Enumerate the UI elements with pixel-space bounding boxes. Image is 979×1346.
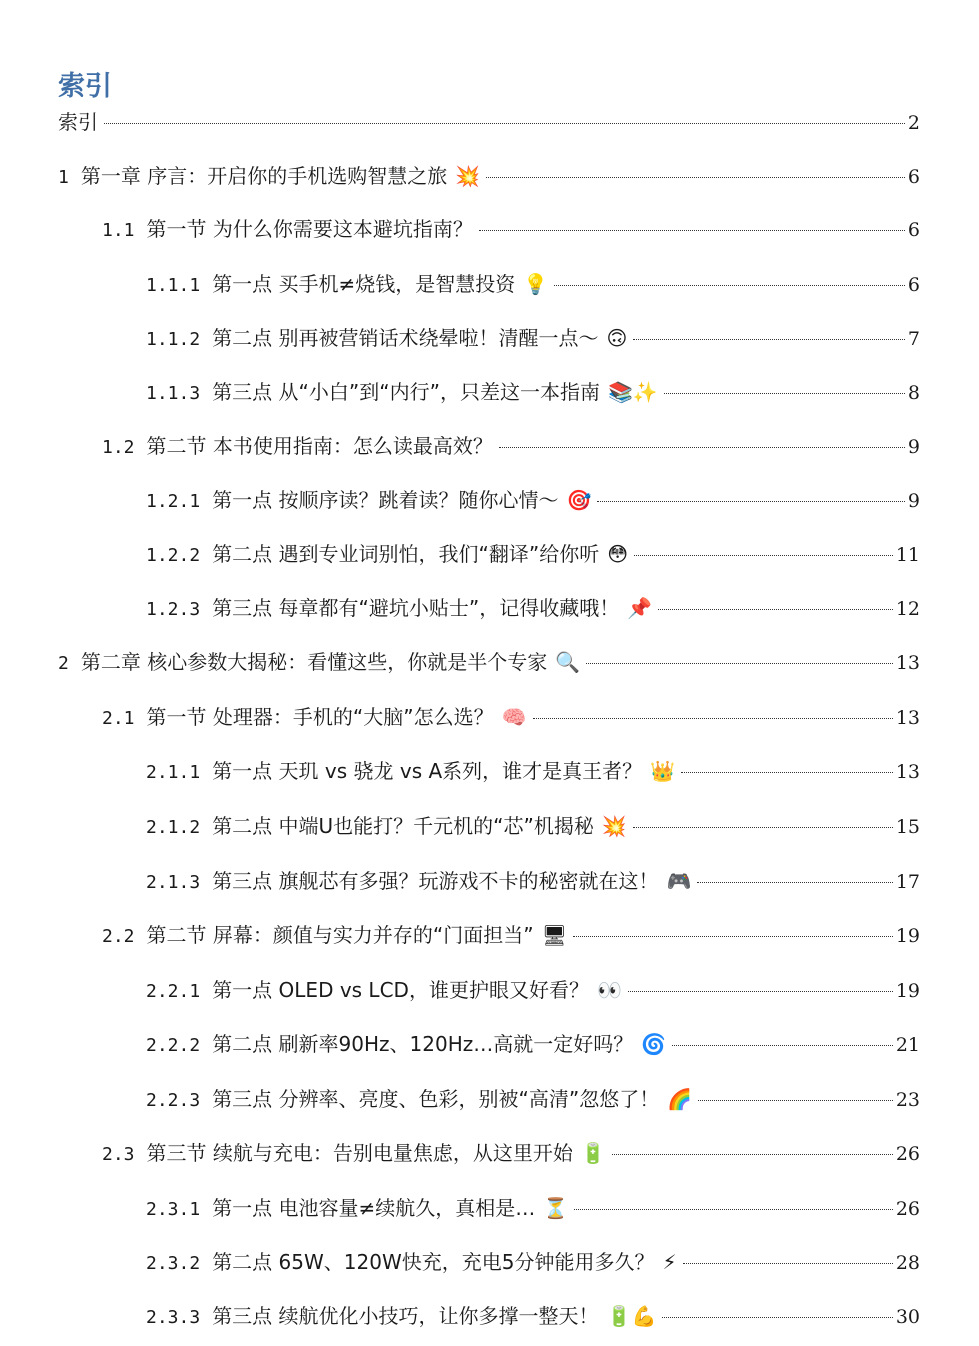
toc-entry-label: 第三点 续航优化小技巧，让你多撑一整天！	[212, 1304, 599, 1328]
dot-leader	[104, 123, 905, 124]
emoji-icon: 🎮	[666, 869, 692, 893]
toc-entry-page: 26	[895, 1143, 920, 1165]
page-title: 索引	[58, 71, 112, 102]
toc-entry-number: 2.3.3	[146, 1307, 201, 1328]
toc-entry-page: 15	[895, 816, 920, 838]
emoji-icon: 🧠	[501, 705, 527, 729]
emoji-icon: 🖥	[541, 923, 567, 947]
emoji-icon: 📚✨	[608, 380, 658, 404]
emoji-icon: 👑	[650, 759, 676, 783]
toc-entry[interactable]	[146, 378, 920, 408]
toc-entry-number: 1.1.1	[146, 275, 201, 296]
toc-entry-page: 17	[895, 871, 920, 893]
toc-entry[interactable]	[146, 540, 920, 570]
dot-leader	[633, 827, 893, 828]
toc-entry-number: 1.1	[102, 220, 135, 241]
toc-entry-page: 11	[895, 544, 920, 566]
toc-entry-label: 第二点 中端U也能打？千元机的“芯”机揭秘	[212, 814, 594, 838]
toc-entry-label: 索引	[58, 110, 98, 134]
toc-entry-number: 2.2.3	[146, 1090, 201, 1111]
toc-entry-number: 2.2.1	[146, 981, 201, 1002]
toc-entry-label: 第二点 65W、120W快充，充电5分钟能用多久？	[212, 1250, 655, 1274]
dot-leader	[672, 1045, 893, 1046]
toc-entry-page: 26	[895, 1198, 920, 1220]
dot-leader	[681, 772, 893, 773]
toc-entry[interactable]	[146, 1302, 920, 1332]
emoji-icon: 🌈	[667, 1087, 693, 1111]
toc-entry-label: 第二点 别再被营销话术绕晕啦！清醒一点～	[212, 326, 599, 350]
toc-entry-label: 第一章 序言：开启你的手机选购智慧之旅	[80, 164, 448, 188]
toc-entry-label: 第一节 为什么你需要这本避坑指南？	[146, 217, 473, 241]
toc-entry[interactable]	[146, 1030, 920, 1060]
dot-leader	[658, 609, 893, 610]
toc-entry-number: 2.1	[102, 708, 135, 729]
toc-entry-label: 第三点 每章都有“避坑小贴士”，记得收藏哦！	[212, 596, 620, 620]
toc-entry-number: 2.3.2	[146, 1253, 201, 1274]
emoji-icon: 📌	[627, 596, 653, 620]
toc-entry-number: 2.2.2	[146, 1035, 201, 1056]
toc-entry[interactable]	[146, 1085, 920, 1115]
dot-leader	[574, 1209, 893, 1210]
toc-entry[interactable]	[102, 921, 920, 951]
toc-entry-page: 6	[907, 219, 920, 241]
toc-entry-number: 2.3	[102, 1144, 135, 1165]
toc-entry-label: 第二章 核心参数大揭秘：看懂这些，你就是半个专家	[80, 650, 548, 674]
toc-entry-label: 第二节 屏幕：颜值与实力并存的“门面担当”	[146, 923, 534, 947]
toc-entry-label: 第一点 买手机≠烧钱，是智慧投资	[212, 272, 516, 296]
toc-entry-number: 2.1.2	[146, 817, 201, 838]
toc-entry-number: 2.3.1	[146, 1199, 201, 1220]
toc-entry-number: 1.1.2	[146, 329, 201, 350]
dot-leader	[597, 501, 904, 502]
toc-entry-label: 第一点 按顺序读？跳着读？随你心情～	[212, 488, 559, 512]
dot-leader	[586, 663, 893, 664]
toc-entry-number: 2.1.3	[146, 872, 201, 893]
toc-entry-page: 2	[907, 112, 920, 134]
emoji-icon: 🔋💪	[606, 1304, 657, 1328]
toc-entry[interactable]	[146, 486, 920, 516]
toc-entry-page: 28	[895, 1252, 920, 1274]
toc-entry-page: 13	[895, 761, 920, 783]
dot-leader	[664, 393, 905, 394]
toc-entry-page: 6	[907, 274, 920, 296]
toc-entry-number: 1.2.2	[146, 545, 201, 566]
dot-leader	[698, 1100, 893, 1101]
toc-entry-page: 21	[895, 1034, 920, 1056]
toc-entry-label: 第三点 分辨率、亮度、色彩，别被“高清”忽悠了！	[212, 1087, 660, 1111]
toc-entry[interactable]	[146, 812, 920, 842]
toc-entry-label: 第一点 天玑 vs 骁龙 vs A系列，谁才是真王者？	[212, 759, 643, 783]
toc-entry-number: 1.2.3	[146, 599, 201, 620]
toc-entry-number: 1.2	[102, 437, 135, 458]
toc-entry-page: 13	[895, 652, 920, 674]
toc-entry[interactable]	[146, 976, 920, 1006]
toc-entry-label: 第一节 处理器：手机的“大脑”怎么选？	[146, 705, 494, 729]
emoji-icon: 💥	[601, 814, 627, 838]
dot-leader	[634, 555, 893, 556]
dot-leader	[697, 882, 892, 883]
toc-entry-page: 8	[907, 382, 920, 404]
toc-entry-number: 1	[58, 167, 69, 188]
toc-entry[interactable]	[146, 270, 920, 300]
toc-entry-page: 7	[907, 328, 920, 350]
emoji-icon: 👀	[596, 978, 622, 1002]
emoji-icon: 🎯	[566, 488, 592, 512]
toc-entry-label: 第三点 从“小白”到“内行”，只差这一本指南	[212, 380, 600, 404]
toc-entry-page: 9	[907, 436, 920, 458]
toc-entry-label: 第三点 旗舰芯有多强？玩游戏不卡的秘密就在这！	[212, 869, 659, 893]
toc-entry[interactable]	[58, 162, 920, 192]
toc-entry-page: 9	[907, 490, 920, 512]
toc-entry-page: 13	[895, 707, 920, 729]
toc-entry-label: 第三节 续航与充电：告别电量焦虑，从这里开始	[146, 1141, 573, 1165]
toc-entry-number: 2	[58, 653, 69, 674]
dot-leader	[573, 936, 893, 937]
toc-entry[interactable]	[146, 757, 920, 787]
toc-entry[interactable]	[146, 324, 920, 354]
emoji-icon: 🔍	[555, 650, 581, 674]
toc-entry[interactable]	[146, 1194, 920, 1224]
toc-entry-label: 第二点 遇到专业词别怕，我们“翻译”给你听	[212, 542, 600, 566]
toc-entry-page: 23	[895, 1089, 920, 1111]
toc-entry[interactable]	[102, 215, 920, 245]
emoji-icon: 🔋	[580, 1141, 606, 1165]
dot-leader	[554, 285, 905, 286]
toc-entry-label: 第一点 OLED vs LCD，谁更护眼又好看？	[212, 978, 589, 1002]
toc-entry[interactable]	[102, 1139, 920, 1169]
emoji-icon: 😳	[607, 542, 629, 566]
toc-entry-page: 30	[895, 1306, 920, 1328]
toc-entry[interactable]	[58, 108, 920, 137]
dot-leader	[612, 1154, 893, 1155]
emoji-icon: 🙃	[606, 326, 628, 350]
dot-leader	[479, 230, 905, 231]
toc-entry[interactable]	[146, 594, 920, 624]
emoji-icon: ⏳	[543, 1196, 569, 1220]
emoji-icon: 🌀	[641, 1032, 667, 1056]
toc-entry-page: 19	[895, 925, 920, 947]
emoji-icon: 💥	[455, 164, 481, 188]
toc-entry[interactable]	[146, 1248, 920, 1278]
dot-leader	[633, 339, 905, 340]
emoji-icon: 💡	[523, 272, 549, 296]
dot-leader	[486, 177, 905, 178]
toc-entry-number: 2.1.1	[146, 762, 201, 783]
toc-entry-number: 2.2	[102, 926, 135, 947]
toc-entry-label: 第一点 电池容量≠续航久，真相是…	[212, 1196, 536, 1220]
toc-entry-page: 12	[895, 598, 920, 620]
toc-entry-number: 1.2.1	[146, 491, 201, 512]
dot-leader	[499, 447, 905, 448]
toc-entry-number: 1.1.3	[146, 383, 201, 404]
dot-leader	[628, 991, 893, 992]
toc-entry-label: 第二点 刷新率90Hz、120Hz…高就一定好吗？	[212, 1032, 634, 1056]
toc-entry[interactable]	[146, 867, 920, 897]
toc-entry-label: 第二节 本书使用指南：怎么读最高效？	[146, 434, 493, 458]
dot-leader	[683, 1263, 893, 1264]
emoji-icon: ⚡	[662, 1250, 677, 1274]
toc-entry-page: 6	[907, 166, 920, 188]
toc-entry-page: 19	[895, 980, 920, 1002]
toc-entry[interactable]	[102, 703, 920, 733]
dot-leader	[533, 718, 893, 719]
toc-entry[interactable]	[102, 432, 920, 462]
dot-leader	[662, 1317, 892, 1318]
toc-entry[interactable]	[58, 648, 920, 678]
